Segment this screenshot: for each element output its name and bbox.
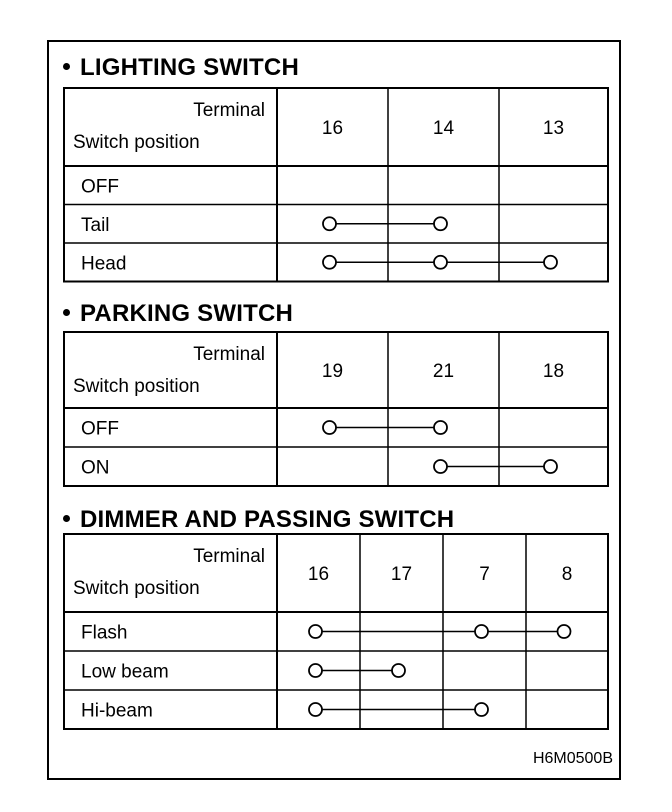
header-terminal-label: Terminal [193,100,265,121]
switch-position-label: Tail [81,214,110,236]
terminal-number: 14 [432,118,455,139]
header-switch-position-label: Switch position [73,376,200,397]
header-terminal-label: Terminal [193,546,265,567]
switch-position-label: Low beam [81,661,169,683]
terminal-number: 16 [307,564,330,585]
continuity-node [309,664,322,677]
switch-position-label: ON [81,457,110,479]
section-title-text: DIMMER AND PASSING SWITCH [80,506,455,533]
continuity-node [392,664,405,677]
figure-code: H6M0500B [532,750,613,767]
continuity-node [475,625,488,638]
terminal-number: 8 [561,564,573,585]
terminal-number: 17 [390,564,413,585]
terminal-number: 13 [542,118,565,139]
terminal-number: 18 [542,361,565,382]
section-title-text: PARKING SWITCH [80,300,294,327]
diagram-frame [47,40,621,780]
continuity-node [309,625,322,638]
terminal-number: 21 [432,361,455,382]
header-switch-position-label: Switch position [73,132,200,153]
terminal-number: 7 [479,564,490,585]
switch-position-label: OFF [81,176,119,198]
switch-position-label: Head [81,253,127,275]
switch-position-label: Flash [81,622,128,644]
section-title-text: LIGHTING SWITCH [80,54,299,81]
continuity-node [475,703,488,716]
switch-position-label: Hi-beam [81,700,153,722]
header-switch-position-label: Switch position [73,578,200,599]
continuity-node [309,703,322,716]
continuity-node [558,625,571,638]
switch-position-label: OFF [81,418,119,440]
terminal-number: 16 [321,118,344,139]
terminal-number: 19 [321,361,344,382]
dimmer-passing-switch-table [49,42,623,782]
header-terminal-label: Terminal [193,344,265,365]
